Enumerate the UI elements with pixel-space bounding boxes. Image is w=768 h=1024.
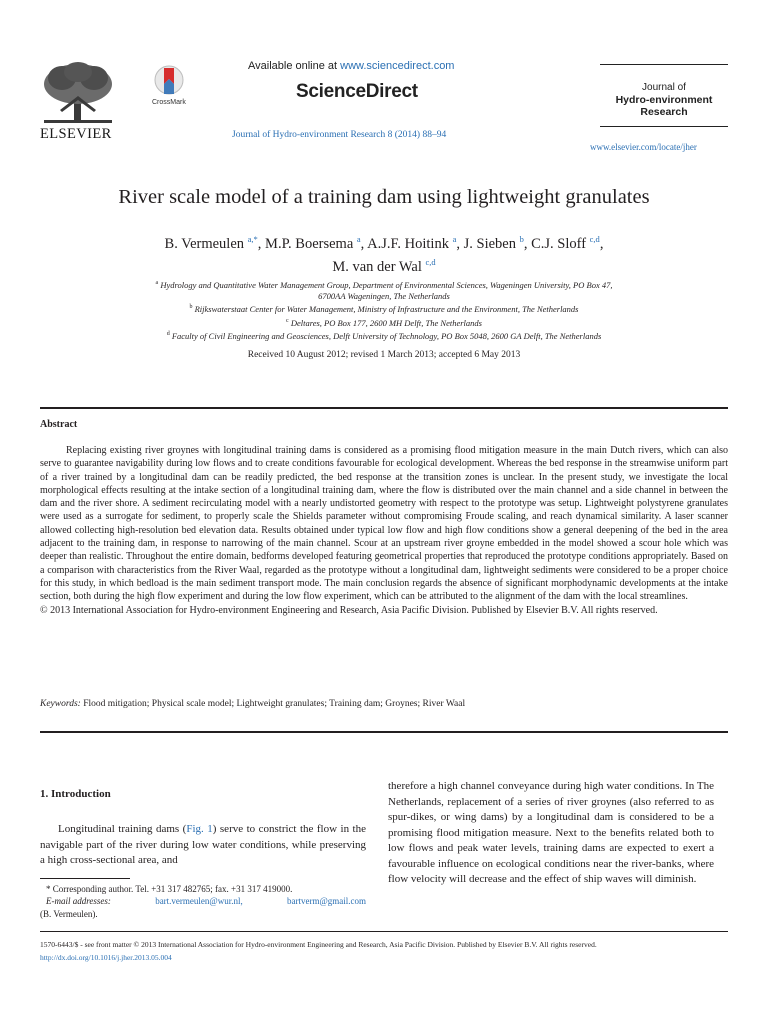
available-online-text <box>248 60 454 72</box>
sciencedirect-link[interactable]: www.sciencedirect.com <box>340 60 455 72</box>
affiliation-text: Faculty of Civil Engineering and Geosciences, Delft University of Technology, PO Box 5048, 2600 GA Delft, The Netherlands <box>171 330 602 341</box>
author-sup[interactable]: a <box>356 234 361 244</box>
affiliation-text: Hydrology and Quantitative Water Management Group, Department of Environmental Sciences, Wageningen University, PO Box 47, <box>160 279 613 290</box>
crossmark-label: CrossMark <box>152 99 186 106</box>
corresponding-author-footnote <box>40 883 366 920</box>
sciencedirect-logo: ScienceDirect <box>296 81 418 102</box>
available-prefix: Available online at <box>248 60 341 72</box>
journal-citation[interactable]: Journal of Hydro-environment Research 8 (2014) 88–94 <box>232 130 447 140</box>
journal-url-link[interactable]: www.elsevier.com/locate/jher <box>590 142 697 152</box>
affiliation-text: 6700AA Wageningen, The Netherlands <box>318 291 450 302</box>
affiliation-text: Deltares, PO Box 177, 2600 MH Delft, The Netherlands <box>290 317 482 328</box>
author-sup[interactable]: a <box>452 234 457 244</box>
affiliation-sup: c <box>286 317 289 324</box>
affiliations <box>40 278 728 342</box>
received-dates: Received 10 August 2012; revised 1 March 2013; accepted 6 May 2013 <box>247 350 521 360</box>
journal-title-line3: Research <box>640 106 688 118</box>
article-title: River scale model of a training dam using lightweight granulates <box>118 186 650 208</box>
keywords-label: Keywords: <box>40 699 81 709</box>
affiliation-sup: a <box>155 280 159 286</box>
author-sup[interactable]: b <box>519 234 524 244</box>
author-name[interactable]: B. Vermeulen <box>164 235 245 252</box>
email-link-1[interactable]: bart.vermeulen@wur.nl, <box>155 896 243 907</box>
footnote-email-row <box>40 895 366 907</box>
keywords <box>40 699 728 709</box>
elsevier-tree-logo <box>38 60 118 126</box>
abstract-top-rule <box>40 407 728 409</box>
intro-text-start: Longitudinal training dams ( <box>58 823 187 835</box>
doi-link[interactable]: http://dx.doi.org/10.1016/j.jher.2013.05.004 <box>40 953 172 962</box>
issn-copyright-line: 1570-6443/$ - see front matter © 2013 International Association for Hydro-environment Engineering and Research, Asia Pacific Division. Published by Elsevier B.V. All rights reserved. <box>40 940 597 949</box>
author-name[interactable]: A.J.F. Hoitink <box>367 235 449 252</box>
author-sup[interactable]: a,* <box>247 234 258 244</box>
journal-box-rule-bottom <box>600 126 728 127</box>
author-name[interactable]: M. van der Wal <box>332 258 422 275</box>
footnote-rule <box>40 878 130 879</box>
affiliation-line <box>40 316 728 329</box>
author-sup[interactable]: c,d <box>425 256 436 267</box>
left-column-text <box>40 822 366 869</box>
footer-rule <box>40 931 728 932</box>
affiliation-line <box>40 291 728 302</box>
crossmark-icon[interactable] <box>154 64 184 100</box>
intro-text-end: ) serve to constrict the flow in the navigable part of the river during low water conditions, while preserving a high cross-sectional area, and <box>40 823 366 866</box>
author-sup[interactable]: c,d <box>589 234 600 244</box>
publisher-name: ELSEVIER <box>40 126 112 142</box>
right-column-text: therefore a high channel conveyance during high water conditions. In The Netherlands, replacement of a series of river groynes (also referred to as spur-dikes, or wing dams) by a longitudinal dam is considered to be a promising flood mitigation measure. Next to the benefits related both to low flows and peak water levels, training dams are expected to exert a favourable influence on ecological conditions near the river-banks, where flow velocity will decrease and the effect of ship waves will diminish. <box>388 780 714 885</box>
abstract-bottom-rule <box>40 731 728 733</box>
abstract-body <box>40 444 728 617</box>
footnote-email-name: (B. Vermeulen). <box>40 908 98 919</box>
email-link-2[interactable]: bartverm@gmail.com <box>286 896 366 907</box>
abstract-text: Replacing existing river groynes with longitudinal training dams is considered as a promising flood mitigation measure in the main Dutch rivers, which can also serve to guarantee navigability during low flows and to create conditions favourable for ecological development. Whereas the bed response in the streamwise uniform part of a river trained by a longitudinal dam can be readily predicted, the bed response at the transition zones is unclear. In the present study, we investigate the local morphological effects resulting at the intake section of a longitudinal training dam, where the flow is distributed over the main channel and a side channel in between the dam and the river shore. A sediment recirculating model with a nearly undistorted geometry with respect to the prototype was setup. Lightweight polystyrene granulates were used as a surrogate for sediment, to properly scale the Shields parameter without compromising Froude scaling, and reach dynamical similarity. A laser scanner allowed collecting high-resolution bed elevation data. Results obtained under typical low flow and high flow conditions show a general deepening of the bed in the area adjacent to the training dam, in response to narrowing of the main channel. Scour at an upstream river groyne embedded in the model showed a scour hole which was deeper than realistic. Throughout the entire domain, bedforms developed featuring geometrical properties that reproduced the prototype conditions appropriately. Based on a comparison with characteristics from the River Waal, regarded as the prototype without a longitudinal dam, lightweight sediments were considered to be a proper choice for this study, in which bedload is the main sediment transport mode. The main conclusion regards the absence of significant morphodynamic developments at the intake section, both during the high flow experiment and during the low flow experiment, which can be attributed to the alignment of the dam with the local streamlines. <box>40 445 728 603</box>
section-heading-introduction: 1. Introduction <box>40 788 111 800</box>
author-name[interactable]: C.J. Sloff <box>531 235 587 252</box>
author-list: B. Vermeulen $^{a,*}$, M.P. Boersema $^a$, A.J.F. Hoitink $^a$, J. Sieben $^b$, C.J. Sloff $^{c,d}$, M. van der Wal $^{c,d}$ <box>164 234 604 275</box>
affiliation-text: Rijkswaterstaat Center for Water Management, Ministry of Infrastructure and the Environment, The Netherlands <box>194 304 579 315</box>
affiliation-line <box>40 302 728 315</box>
journal-box-rule-top <box>600 64 728 65</box>
journal-title-line1: Journal of <box>642 82 686 93</box>
keywords-list: Flood mitigation; Physical scale model; Lightweight granulates; Training dam; Groynes; River Waal <box>83 699 466 709</box>
abstract-heading: Abstract <box>40 419 78 430</box>
figure-reference-link[interactable]: Fig. 1 <box>186 823 213 835</box>
footnote-corresponding: * Corresponding author. Tel. +31 317 482765; fax. +31 317 419000. <box>46 884 293 894</box>
affiliation-sup: b <box>189 304 193 311</box>
affiliation-sup: d <box>166 330 170 337</box>
email-label: E-mail addresses: <box>46 896 111 907</box>
affiliation-line <box>40 329 728 342</box>
journal-title-box <box>596 82 732 118</box>
author-name[interactable]: J. Sieben <box>463 235 516 252</box>
abstract-copyright: © 2013 International Association for Hydro-environment Engineering and Research, Asia Pacific Division. Published by Elsevier B.V. All rights reserved. <box>40 604 658 616</box>
journal-title-line2: Hydro-environment <box>615 94 713 106</box>
affiliation-line <box>40 278 728 291</box>
author-name[interactable]: M.P. Boersema <box>265 235 354 252</box>
